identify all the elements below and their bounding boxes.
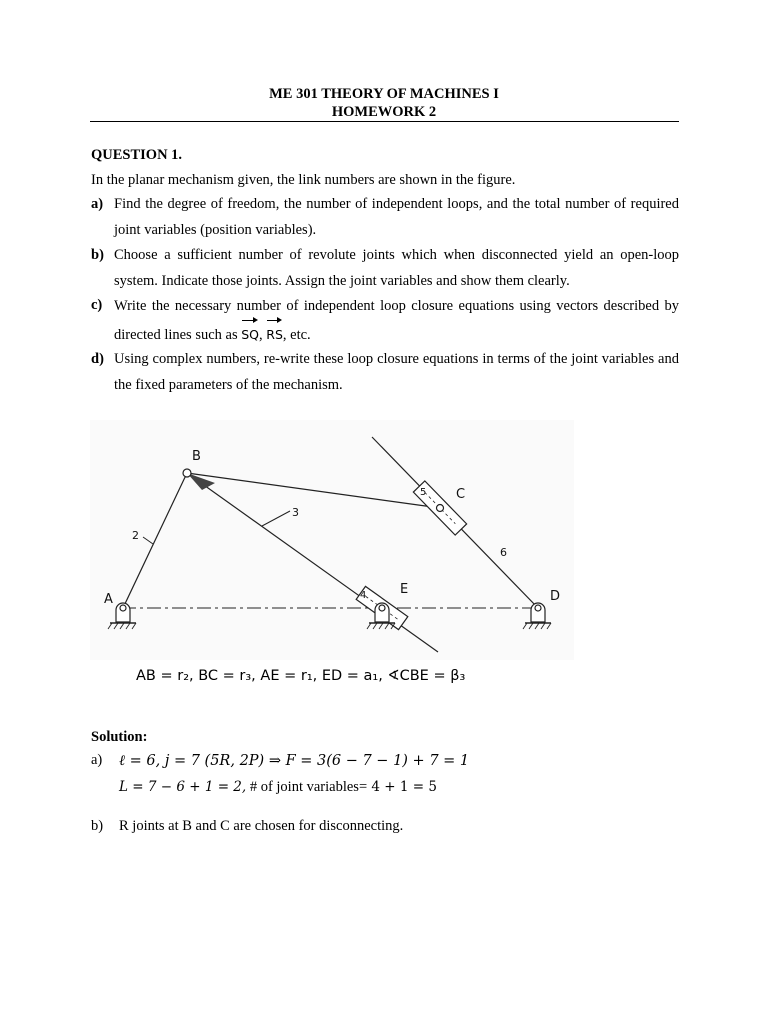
question-item-b <box>91 243 679 294</box>
label-c: C <box>456 487 466 502</box>
question-item-d <box>91 347 679 398</box>
joint-variables-equation: 4 + 1 = 5 <box>367 779 437 795</box>
vector-rs: RS <box>266 321 283 349</box>
question-item-c <box>91 293 679 349</box>
document-title: ME 301 THEORY OF MACHINES I <box>269 86 499 102</box>
label-link-5: 5 <box>420 487 427 498</box>
solution-b-text: R joints at B and C are chosen for disconnecting. <box>119 818 404 834</box>
item-label: d) <box>91 351 104 367</box>
item-label: c) <box>91 297 103 313</box>
item-label: a) <box>91 196 104 212</box>
figure-caption: AB = r₂, BC = r₃, AE = r₁, ED = a₁, ∢CBE = β₃ <box>136 668 466 684</box>
question-intro: In the planar mechanism given, the link numbers are shown in the figure. <box>91 172 516 188</box>
document-subtitle: HOMEWORK 2 <box>331 104 437 120</box>
solution-a-line2 <box>119 779 437 796</box>
vector-sq: SQ <box>241 321 259 349</box>
item-label: b) <box>91 247 104 263</box>
label-a: A <box>104 592 113 607</box>
figure-background <box>90 420 574 660</box>
label-d: D <box>550 589 561 604</box>
solution-a-label: a) <box>91 752 103 768</box>
joint-variables-text: # of joint variables= <box>246 779 368 795</box>
label-link-2: 2 <box>132 529 139 542</box>
item-text: Write the necessary number of independent loop closure equations using vectors described by directed lines such as <box>114 298 679 343</box>
item-text: Find the degree of freedom, the number of independent loops, and the total number of required joint variables (position variables). <box>114 196 679 238</box>
label-e: E <box>400 582 409 597</box>
loops-equation: L = 7 − 6 + 1 = 2, <box>119 779 247 795</box>
solution-b-label: b) <box>91 818 104 834</box>
joint-c <box>437 505 444 512</box>
label-link-4: 4 <box>360 590 367 601</box>
label-link-6: 6 <box>500 546 507 559</box>
vector-separator: , <box>259 326 263 343</box>
item-text: Using complex numbers, re-write these loop closure equations in terms of the joint variables and the fixed parameters of the mechanism. <box>114 351 679 393</box>
header-rule <box>90 121 679 122</box>
mechanism-figure <box>90 420 574 660</box>
item-text: Choose a sufficient number of revolute joints which when disconnected yield an open-loop system. Indicate those joints. Assign the joint variables and show them clearly. <box>114 247 679 289</box>
joint-b <box>183 469 191 477</box>
question-heading: QUESTION 1. <box>91 147 183 163</box>
solution-a-line1: ℓ = 6, j = 7 (5R, 2P) ⇒ F = 3(6 − 7 − 1) + 7 = 1 <box>119 753 470 769</box>
label-b: B <box>192 449 201 464</box>
question-item-a <box>91 192 679 243</box>
solution-heading: Solution: <box>91 729 148 745</box>
item-text-end: , etc. <box>282 326 311 343</box>
label-link-3: 3 <box>292 506 299 519</box>
